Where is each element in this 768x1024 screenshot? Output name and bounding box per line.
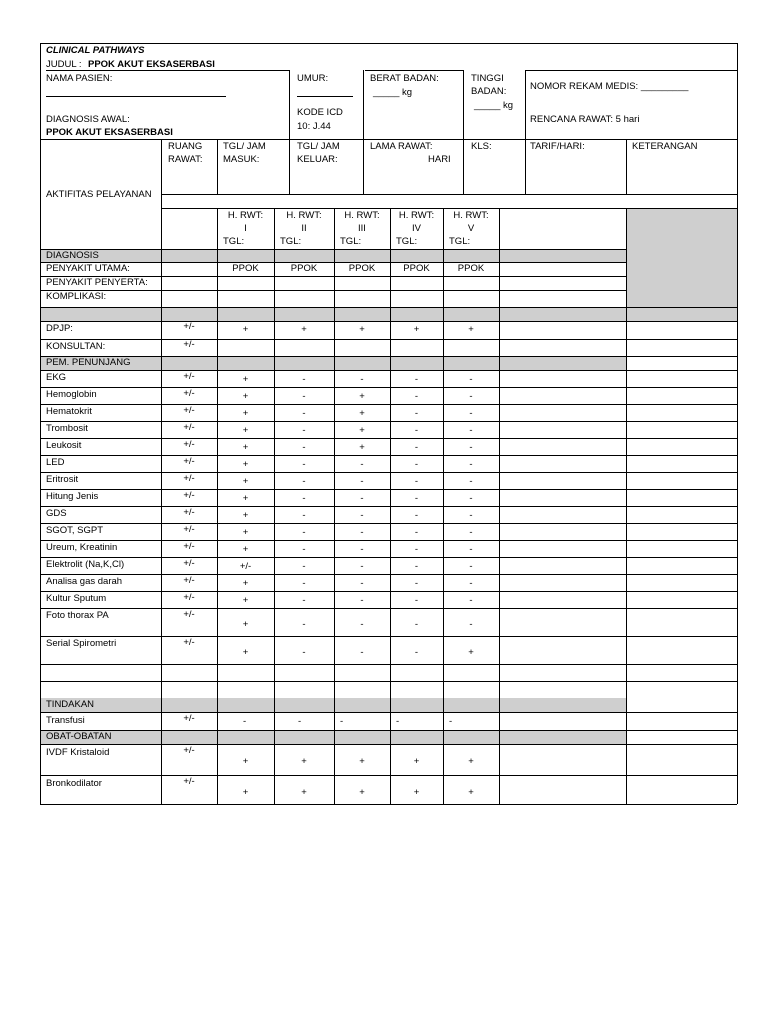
day-cell[interactable]: - [360,527,364,538]
header-underline [365,70,463,71]
ruang-rawat-cell[interactable]: +/- [183,439,195,450]
row-rule [40,249,626,250]
day-1-header: H. RWT: [227,210,264,221]
penunjang-row-label: Serial Spirometri [46,638,117,649]
day-cell[interactable]: + [468,756,474,767]
day-cell[interactable]: - [414,647,419,658]
diagnosis-cell[interactable]: PPOK [348,263,376,274]
keterangan-header: KETERANGAN [632,141,698,152]
day-cell[interactable]: - [469,493,473,504]
column-header-divider [463,139,464,194]
judul-underline [46,70,289,71]
ruang-rawat-cell[interactable]: +/- [183,388,195,399]
day-cell[interactable]: - [469,544,473,555]
row-rule [40,307,737,308]
ruang-rawat-cell[interactable]: +/- [183,776,195,787]
row-rule [40,591,737,592]
day-cell[interactable]: - [302,408,306,419]
day-cell[interactable]: - [469,527,473,538]
day-cell[interactable]: - [414,578,419,589]
column-header-divider [363,139,364,194]
judul-value: PPOK AKUT EKSASERBASI [88,59,215,70]
day-cell[interactable]: + [242,442,249,453]
day-1-tgl: TGL: [223,236,245,247]
ruang-rawat-cell[interactable]: +/- [183,422,195,433]
tinggi-label-2: BADAN: [471,86,507,97]
ruang-rawat-header: RUANG RAWAT: [168,141,203,165]
day-3-header: H. RWT: [344,210,380,221]
row-rule [40,321,737,322]
day-cell[interactable]: - [469,578,473,589]
day-cell[interactable]: - [360,647,364,658]
day-cell[interactable]: + [301,756,307,767]
tinggi-label-1: TINGGI [471,73,504,84]
separator-bar [40,307,626,321]
row-rule [40,574,737,575]
day-4-tgl: TGL: [396,236,418,247]
row-rule [40,775,737,776]
col-rule [463,70,464,139]
nama-pasien-field[interactable] [46,96,226,97]
row-rule [40,387,737,388]
col-rule [289,70,290,139]
clinical-pathway-form [40,43,737,804]
outer-border [737,43,738,804]
day-cell[interactable]: - [302,544,306,555]
penunjang-row-label: Elektrolit (Na,K,Cl) [46,559,125,570]
day-cell[interactable]: - [396,716,400,727]
day-cell[interactable]: - [469,459,473,470]
row-rule [40,608,737,609]
col-rule [363,70,364,139]
day-3-number: III [358,223,366,234]
day-2-header: H. RWT: [286,210,322,221]
day-2-number: II [301,223,307,234]
section-pem-penunjang-label: PEM. PENUNJANG [46,357,131,368]
day-cell[interactable]: - [302,391,306,402]
diagnosis-awal-value: PPOK AKUT EKSASERBASI [46,127,173,138]
row-rule [40,681,737,682]
day-cell[interactable]: - [469,561,473,572]
umur-label: UMUR: [297,73,329,84]
ruang-rawat-cell[interactable]: +/- [183,558,195,569]
day-cell[interactable]: - [298,716,302,727]
day-cell[interactable]: + [242,374,249,385]
row-rule [40,404,737,405]
day-cell[interactable]: + [242,544,249,555]
col-rule [161,194,162,208]
header-rule [40,139,737,140]
day-cell[interactable]: + [413,756,420,767]
penunjang-row-label: Kultur Sputum [46,593,107,604]
penunjang-row-label: GDS [46,508,67,519]
row-rule [40,438,737,439]
day-cell[interactable]: - [302,647,306,658]
day-cell[interactable]: - [414,442,419,453]
staff-row-label: DPJP: [46,323,73,334]
day-cell[interactable]: - [360,561,364,572]
penunjang-row-label: Trombosit [46,423,88,434]
day-cell[interactable]: + [242,510,249,521]
day-cell[interactable]: - [360,595,364,606]
row-rule [626,356,737,357]
section-obat [40,730,626,744]
diagnosis-row-label: PENYAKIT UTAMA: [46,263,130,274]
day-cell[interactable]: + [301,787,307,798]
row-rule [40,540,737,541]
column-header-divider [161,139,162,194]
ruang-rawat-cell[interactable]: +/- [183,490,195,501]
ruang-rawat-cell[interactable]: +/- [183,575,195,586]
day-cell[interactable]: - [414,619,419,630]
diagnosis-row-label: PENYAKIT PENYERTA: [46,277,148,288]
day-5-header: H. RWT: [453,210,489,221]
tinggi-badan-field[interactable]: _____ kg [474,100,514,111]
day-cell[interactable]: - [414,459,419,470]
day-cell[interactable]: - [414,391,419,402]
day-cell[interactable]: + [242,578,249,589]
day-cell[interactable]: + [359,442,365,453]
table-column-divider [390,208,391,804]
ruang-rawat-cell[interactable]: +/- [183,745,195,756]
day-4-header: H. RWT: [398,210,435,221]
day-cell[interactable]: - [414,595,419,606]
day-cell[interactable]: - [302,595,306,606]
day-cell[interactable]: - [414,408,419,419]
day-cell[interactable]: + [359,787,365,798]
day-cell[interactable]: + [413,787,420,798]
day-cell[interactable]: - [449,716,453,727]
row-rule [40,664,737,665]
day-cell[interactable]: - [340,716,344,727]
day-cell[interactable]: - [469,595,473,606]
day-cell[interactable]: - [360,578,364,589]
diagnosis-cell[interactable]: PPOK [457,263,485,274]
day-cell[interactable]: + [301,324,307,335]
penunjang-row-label: LED [46,457,65,468]
ruang-rawat-cell[interactable]: +/- [183,524,195,535]
day-cell[interactable]: - [414,476,419,487]
day-cell[interactable]: +/- [239,561,252,572]
row-rule [40,472,737,473]
row-rule [40,730,737,731]
row-rule [40,421,737,422]
nomor-rekam-medis[interactable]: NOMOR REKAM MEDIS: _________ [530,81,689,92]
day-4-number: IV [412,223,421,234]
day-cell[interactable]: - [360,374,364,385]
day-cell[interactable]: - [302,578,306,589]
day-cell[interactable]: - [469,476,473,487]
day-cell[interactable]: - [469,619,473,630]
header-underline [525,70,737,71]
col-rule [525,70,526,139]
separator-bar [626,307,737,321]
umur-field[interactable] [297,96,353,97]
column-header-divider [626,139,627,194]
day-cell[interactable]: + [242,619,249,630]
row-rule [40,489,737,490]
ruang-rawat-cell[interactable]: +/- [183,321,195,332]
nama-pasien-label: NAMA PASIEN: [46,73,113,84]
day-cell[interactable]: - [469,442,473,453]
row-rule [40,506,737,507]
row-rule [40,712,737,713]
ruang-rawat-cell[interactable]: +/- [183,405,195,416]
day-cell[interactable]: + [359,408,365,419]
tarif-header: TARIF/HARI: [530,141,585,152]
column-header-divider [525,139,526,194]
ruang-rawat-cell[interactable]: +/- [183,713,195,724]
penunjang-row-label: SGOT, SGPT [46,525,104,536]
day-cell[interactable]: - [469,425,473,436]
day-cell[interactable]: + [242,493,249,504]
day-5-number: V [467,223,475,234]
table-column-divider [334,208,335,804]
day-cell[interactable]: + [413,324,420,335]
kode-icd-value: 10: J.44 [297,121,331,132]
table-column-divider [274,208,275,804]
diagnosis-cell[interactable]: PPOK [232,263,259,274]
day-cell[interactable]: + [242,391,249,402]
day-cell[interactable]: + [242,476,249,487]
aktifitas-pelayanan-header: AKTIFITAS PELAYANAN [46,189,152,200]
row-rule [40,523,737,524]
penunjang-row-label: Leukosit [46,440,82,451]
day-cell[interactable]: - [302,442,306,453]
ruang-rawat-cell[interactable]: +/- [183,609,195,620]
day-cell[interactable]: - [414,544,419,555]
outer-border [40,43,41,804]
day-5-tgl: TGL: [449,236,471,247]
day-cell[interactable]: - [302,510,306,521]
diagnosis-cell[interactable]: PPOK [290,263,318,274]
table-column-divider [443,208,444,804]
day-cell[interactable]: - [360,510,364,521]
day-cell[interactable]: - [302,619,306,630]
day-cell[interactable]: - [302,493,306,504]
day-cell[interactable]: - [469,510,473,521]
day-cell[interactable]: - [243,716,247,727]
berat-badan-field[interactable]: _____ kg [373,87,413,98]
row-rule [40,804,737,805]
day-cell[interactable]: + [242,324,249,335]
day-cell[interactable]: + [359,425,365,436]
day-cell[interactable]: - [414,561,419,572]
day-cell[interactable]: - [360,493,364,504]
ruang-rawat-cell[interactable]: +/- [183,592,195,603]
penunjang-row-label: Analisa gas darah [46,576,123,587]
keterangan-shaded-block [626,208,737,307]
day-cell[interactable]: - [302,527,306,538]
ruang-rawat-cell[interactable]: +/- [183,456,195,467]
row-rule [40,557,737,558]
day-cell[interactable]: - [360,476,364,487]
lama-rawat-header: LAMA RAWAT: [370,141,433,152]
day-cell[interactable]: + [468,787,474,798]
row-rule [40,636,737,637]
kode-icd-label: KODE ICD [297,107,343,118]
judul-label: JUDUL : [46,59,82,70]
ruang-rawat-cell[interactable]: +/- [183,339,195,350]
table-column-divider [499,208,500,804]
penunjang-row-label: Hematokrit [46,406,92,417]
day-cell[interactable]: - [360,459,364,470]
diagnosis-awal-label: DIAGNOSIS AWAL: [46,114,130,125]
ruang-rawat-cell[interactable]: +/- [183,371,195,382]
penunjang-row-label: EKG [46,372,67,383]
day-cell[interactable]: - [414,510,419,521]
day-cell[interactable]: - [414,374,419,385]
table-column-divider [217,208,218,804]
tgl-keluar-header: TGL/ JAM KELUAR: [297,141,340,165]
day-cell[interactable]: + [242,425,249,436]
row-rule [40,455,737,456]
diagnosis-cell[interactable]: PPOK [403,263,430,274]
day-cell[interactable]: - [302,425,306,436]
day-cell[interactable]: - [302,374,306,385]
day-cell[interactable]: - [302,561,306,572]
day-cell[interactable]: - [414,425,419,436]
column-header-divider [289,139,290,194]
day-cell[interactable]: + [242,756,249,767]
column-header-rule [161,194,737,195]
day-cell[interactable]: - [360,544,364,555]
day-3-tgl: TGL: [340,236,362,247]
day-1-number: I [244,223,247,234]
penunjang-row-label: Ureum, Kreatinin [46,542,118,553]
penunjang-row-label: Foto thorax PA [46,610,109,621]
rencana-rawat: RENCANA RAWAT: 5 hari [530,114,640,125]
penunjang-row-label: Eritrosit [46,474,79,485]
section-tindakan [40,698,626,712]
section-obat-label: OBAT-OBATAN [46,731,112,742]
day-cell[interactable]: + [242,595,249,606]
day-cell[interactable]: - [414,527,419,538]
row-rule [40,744,737,745]
column-header-divider [217,139,218,194]
ruang-rawat-cell[interactable]: +/- [183,473,195,484]
outer-border [40,43,737,44]
day-cell[interactable]: + [468,324,474,335]
tindakan-row-label: Transfusi [46,715,85,726]
day-cell[interactable]: - [360,619,364,630]
day-cell[interactable]: + [242,408,249,419]
kls-header: KLS: [471,141,492,152]
row-rule [40,370,737,371]
day-cell[interactable]: + [242,787,249,798]
day-cell[interactable]: - [469,374,473,385]
berat-badan-label: BERAT BADAN: [370,73,439,84]
obat-row-label: IVDF Kristaloid [46,747,110,758]
ruang-rawat-cell[interactable]: +/- [183,541,195,552]
day-cell[interactable]: + [468,647,474,658]
section-diagnosis-label: DIAGNOSIS [46,250,99,261]
staff-row-label: KONSULTAN: [46,341,106,352]
penunjang-row-label: Hitung Jenis [46,491,99,502]
day-cell[interactable]: + [242,647,249,658]
day-cell[interactable]: + [242,527,249,538]
tgl-masuk-header: TGL/ JAM MASUK: [223,141,266,165]
penunjang-row-label: Hemoglobin [46,389,97,400]
section-diagnosis [40,249,626,262]
row-rule [40,290,626,291]
day-cell[interactable]: - [469,408,473,419]
day-cell[interactable]: - [302,459,306,470]
table-column-divider [626,208,627,804]
day-2-tgl: TGL: [280,236,302,247]
day-cell[interactable]: - [469,391,473,402]
ruang-rawat-cell[interactable]: +/- [183,637,195,648]
day-cell[interactable]: + [359,756,365,767]
row-rule [40,339,737,340]
obat-row-label: Bronkodilator [46,778,102,789]
day-cell[interactable]: - [302,476,306,487]
ruang-rawat-cell[interactable]: +/- [183,507,195,518]
form-heading: CLINICAL PATHWAYS [46,45,145,56]
day-cell[interactable]: + [359,324,365,335]
day-cell[interactable]: - [414,493,419,504]
day-cell[interactable]: + [359,391,365,402]
day-cell[interactable]: + [242,459,249,470]
section-tindakan-label: TINDAKAN [46,699,95,710]
hari-label: HARI [428,154,451,165]
diagnosis-row-label: KOMPLIKASI: [46,291,107,302]
